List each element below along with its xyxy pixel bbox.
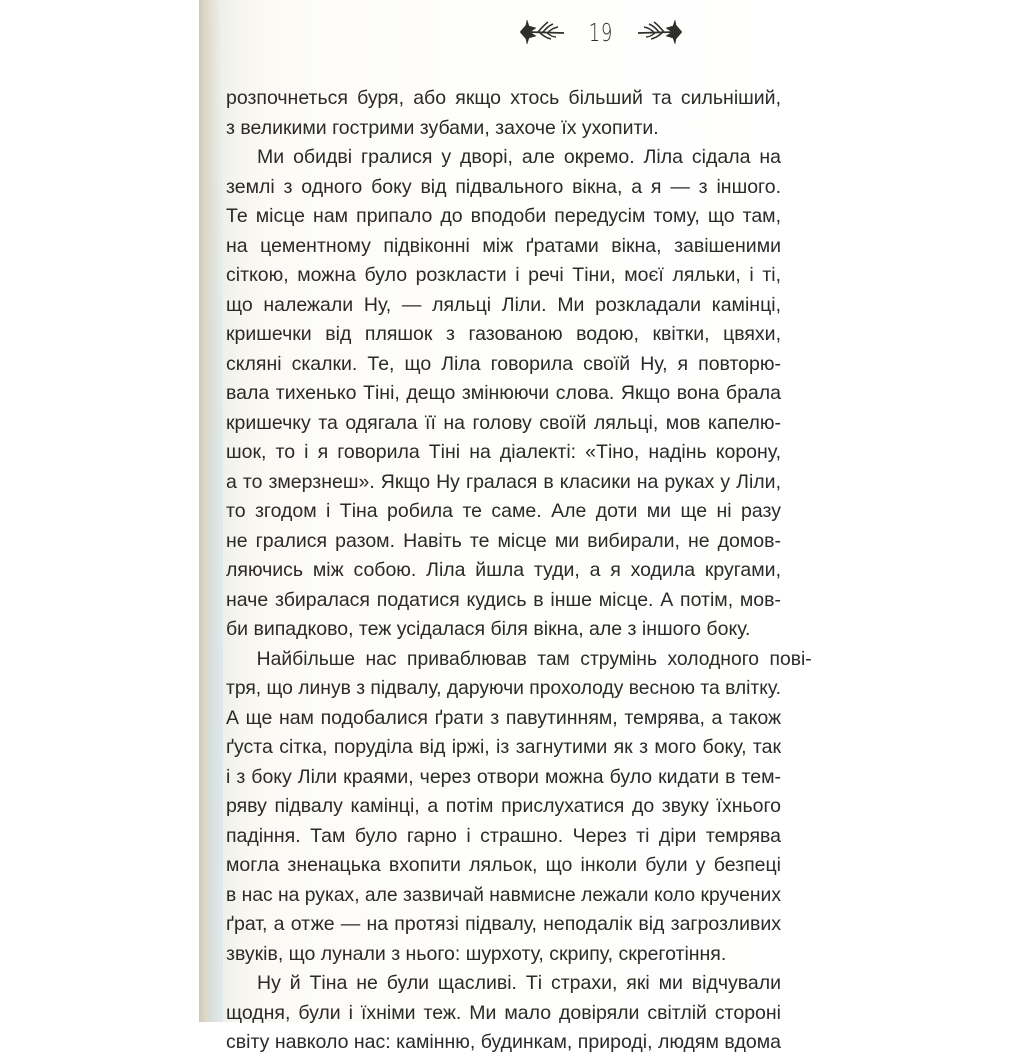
paragraph-first-line: Ми обидві гралися у дворі, але окремо. Ліла сідала на	[257, 146, 781, 168]
text-line: ряву підвалу камінці, а потім прислухатися до звуку їхнього	[226, 795, 781, 817]
paragraph-first-line: Ну й Тіна не були щасливі. Ті страхи, які ми відчували	[257, 972, 781, 994]
text-line: то згодом і Тіна робила те саме. Але доти ми ще ні разу	[226, 500, 781, 522]
text-line: з великими гострими зубами, захоче їх ухопити.	[226, 116, 659, 139]
text-line: а то змерзнеш». Якщо Ну гралася в класики на руках у Ліли,	[226, 470, 781, 493]
page-header	[416, 12, 786, 52]
text-line: світу навколо нас: камінню, будинкам, природі, людям вдома	[226, 1031, 781, 1053]
text-line: вала тихенько Тіні, дещо змінюючи слова. Якщо вона брала	[226, 382, 781, 404]
text-line: ґуста сітка, поруділа від іржі, із загнутими як з мого боку, так	[226, 736, 781, 758]
text-line: скляні скалки. Те, що Ліла говорила своїй Ну, я повторю-	[226, 352, 781, 375]
text-line: могла зненацька вхопити ляльок, що інколи були у безпеці	[226, 854, 781, 876]
text-line: кришечку та одягала її на голову своїй ляльці, мов капелю-	[226, 411, 781, 434]
text-line: не гралися разом. Навіть те місце ми вибирали, не домов-	[226, 529, 781, 552]
text-line: звуків, що лунали з нього: шурхоту, скрипу, скреготіння.	[226, 942, 727, 965]
text-line: шок, то і я говорила Тіні на діалекті: «Тіно, надінь корону,	[226, 441, 781, 463]
text-line: ґрат, а отже — на протязі підвалу, неподалік від загрозливих	[226, 913, 781, 935]
text-line: А ще нам подобалися ґрати з павутинням, темрява, а також	[226, 706, 781, 729]
text-line: розпочнеться буря, або якщо хтось більший та сильніший,	[226, 87, 781, 109]
page-number: 19	[588, 17, 614, 47]
floral-ornament-right-icon	[636, 17, 688, 47]
text-line: землі з одного боку від підвального вікна, а я — з іншого.	[226, 175, 781, 198]
text-line: тря, що линув з підвалу, даруючи прохолоду весною та влітку.	[226, 677, 781, 699]
paragraph-first-line: Найбільше нас приваблював там струмінь холодного пові-	[256, 647, 812, 670]
text-line: сіткою, можна було розкласти і речі Тіни, моєї ляльки, і ті,	[226, 264, 781, 286]
text-line: на цементному підвіконні між ґратами вікна, завішеними	[226, 234, 781, 257]
text-line: кришечки від пляшок з газованою водою, квітки, цвяхи,	[226, 323, 781, 345]
text-line: і з боку Ліли краями, через отвори можна було кидати в тем-	[226, 765, 781, 788]
text-line: щодня, були і їхніми теж. Ми мало довіряли світлій стороні	[226, 1001, 781, 1024]
text-line: ляючись між собою. Ліла йшла туди, а я ходила кругами,	[226, 559, 781, 581]
text-line: Те місце нам припало до вподоби передусім тому, що там,	[226, 205, 781, 227]
text-line: наче збиралася податися кудись в інше місце. А потім, мов-	[226, 588, 781, 611]
text-line: що належали Ну, — ляльці Ліли. Ми розкладали камінці,	[226, 293, 781, 316]
text-line: в нас на руках, але зазвичай навмисне лежали коло кручених	[226, 883, 781, 906]
text-line: би випадково, теж усідалася біля вікна, але з іншого боку.	[226, 618, 751, 640]
text-line: падіння. Там було гарно і страшно. Через ті діри темрява	[226, 824, 781, 847]
body-text	[226, 84, 812, 1058]
floral-ornament-left-icon	[514, 17, 566, 47]
